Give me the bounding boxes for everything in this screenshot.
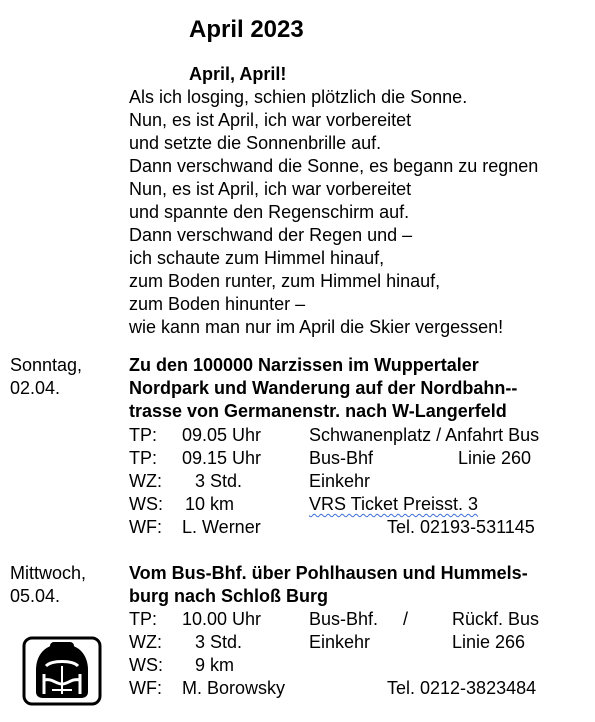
row-value: 09.05 Uhr <box>182 425 262 445</box>
poem-line: Dann verschwand die Sonne, es begann zu regnen <box>129 156 539 176</box>
row-info: Bus-Bhf. / <box>309 609 409 629</box>
event-date: 02.04. <box>10 378 61 398</box>
row-info: Einkehr <box>309 632 371 652</box>
poem-line: zum Boden hinunter – <box>129 294 306 314</box>
poem-line: und setzte die Sonnenbrille auf. <box>129 133 382 153</box>
event-title: trasse von Germanenstr. nach W-Langerfeld <box>129 401 507 421</box>
event-day: Sonntag, <box>10 355 83 375</box>
row-label: WS: <box>129 494 163 514</box>
row-label: TP: <box>129 448 158 468</box>
poem-line: wie kann man nur im April die Skier vergessen! <box>129 317 504 337</box>
poem-line: Nun, es ist April, ich war vorbereitet <box>129 179 412 199</box>
page-title: April 2023 <box>189 16 304 43</box>
row-value: M. Borowsky <box>182 678 286 698</box>
event-date: 05.04. <box>10 586 61 606</box>
row-label: WF: <box>129 517 162 537</box>
row-value: L. Werner <box>182 517 261 537</box>
row-label: TP: <box>129 425 158 445</box>
row-info: VRS Ticket Preisst. 3 <box>309 494 479 514</box>
event-title: Nordpark und Wanderung auf der Nordbahn-- <box>129 378 518 398</box>
hiking-backpack-icon <box>22 636 102 706</box>
row-info: Schwanenplatz / Anfahrt Bus <box>309 425 540 445</box>
row-value: 10.00 Uhr <box>182 609 262 629</box>
row-value: 3 Std. <box>195 632 243 652</box>
poem-heading: April, April! <box>189 64 287 84</box>
row-label: WS: <box>129 655 163 675</box>
poem-line: und spannte den Regenschirm auf. <box>129 202 410 222</box>
row-info: Bus-Bhf <box>309 448 374 468</box>
event-title: Zu den 100000 Narzissen im Wuppertaler <box>129 355 479 375</box>
poem-line: ich schaute zum Himmel hinauf, <box>129 248 385 268</box>
event-title: burg nach Schloß Burg <box>129 586 329 606</box>
row-extra: Linie 260 <box>458 448 532 468</box>
row-extra: Rückf. Bus <box>452 609 540 629</box>
event-day: Mittwoch, <box>10 563 87 583</box>
row-extra: Tel. 0212-3823484 <box>387 678 537 698</box>
poem-line: Nun, es ist April, ich war vorbereitet <box>129 110 412 130</box>
row-value: 10 km <box>185 494 235 514</box>
row-label: WZ: <box>129 632 162 652</box>
event-title: Vom Bus-Bhf. über Pohlhausen und Hummels- <box>129 563 528 583</box>
poem-line: Als ich losging, schien plötzlich die Sonne. <box>129 87 468 107</box>
row-extra: Linie 266 <box>452 632 526 652</box>
poem-line: Dann verschwand der Regen und – <box>129 225 413 245</box>
row-value: 9 km <box>195 655 235 675</box>
row-extra: Tel. 02193-531145 <box>387 517 535 537</box>
row-label: WF: <box>129 678 162 698</box>
row-label: WZ: <box>129 471 162 491</box>
row-value: 3 Std. <box>195 471 243 491</box>
row-info: Einkehr <box>309 471 371 491</box>
row-label: TP: <box>129 609 158 629</box>
poem-line: zum Boden runter, zum Himmel hinauf, <box>129 271 441 291</box>
row-value: 09.15 Uhr <box>182 448 262 468</box>
